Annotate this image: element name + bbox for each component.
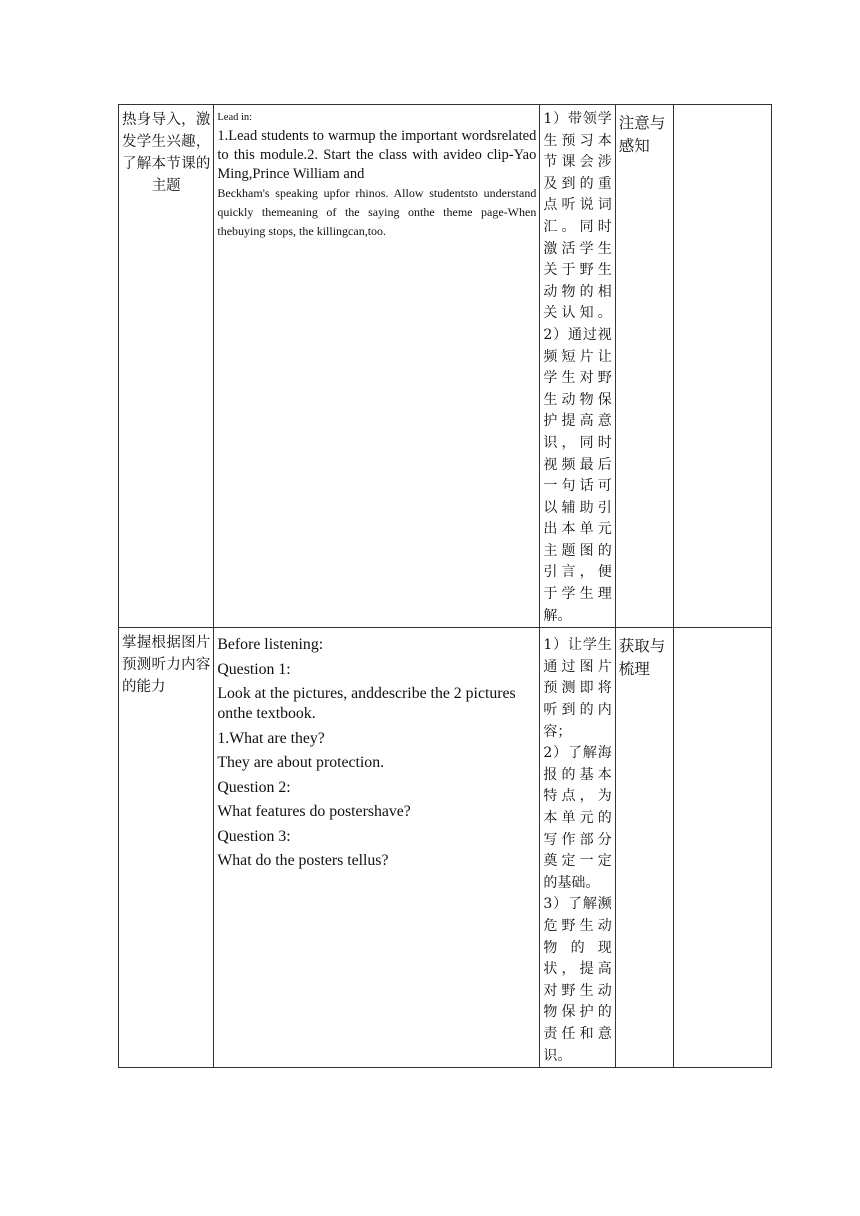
goal-cell bbox=[119, 628, 214, 1068]
notes-cell bbox=[674, 105, 772, 628]
mode-text: 注意与感知 bbox=[618, 114, 666, 155]
mode-cell bbox=[615, 105, 674, 628]
step-text: Look at the pictures, anddescribe the 2 pictures onthe textbook. bbox=[217, 685, 516, 723]
notes-cell bbox=[674, 628, 772, 1068]
step-text: What do the posters tellus? bbox=[217, 852, 389, 870]
lesson-plan-table bbox=[118, 104, 772, 1068]
purpose-item: 1）让学生通过图片预测即将听到的内容； bbox=[543, 637, 612, 740]
table-row bbox=[119, 628, 772, 1068]
lead-label: Lead in: bbox=[217, 112, 253, 123]
step-text: What features do postershave? bbox=[217, 803, 411, 821]
goal-text: 掌握根据图片预测听力内容的能力 bbox=[122, 635, 211, 696]
lead-text-main: 1.Lead students to warmup the important wordsrelated to this module.2. Start the class with avideo clip-Yao Ming,Prince William and bbox=[217, 128, 537, 182]
goal-text: 热身导入，激发学生兴趣，了解本节课的主题 bbox=[122, 112, 211, 194]
activity-cell bbox=[214, 628, 540, 1068]
goal-cell bbox=[119, 105, 214, 628]
step-text: 1.What are they? bbox=[217, 729, 325, 747]
step-text: They are about protection. bbox=[217, 754, 385, 772]
lead-text-fine: Beckham's speaking upfor rhinos. Allow studentsto understand quickly themeaning of the saying onthe theme page-When thebuying stops, the killingcan,too. bbox=[217, 186, 537, 238]
purpose-cell bbox=[540, 628, 615, 1068]
table-row bbox=[119, 105, 772, 628]
purpose-cell bbox=[540, 105, 615, 628]
purpose-item: 3）了解濒危野生动物的现状，提高对野生动物保护的责任和意识。 bbox=[543, 896, 612, 1064]
step-text: Before listening: bbox=[217, 636, 324, 654]
purpose-text: 1）带领学生预习本节课会涉及到的重点听说词汇。同时激活学生关于野生动物的相关认知。2）通过视频短片让学生对野生动物保护提高意识，同时视频最后一句话可以辅助引出本单元主题图的引言，便于学生理解。 bbox=[543, 111, 612, 624]
step-text: Question 2: bbox=[217, 778, 291, 796]
mode-text: 获取与梳理 bbox=[618, 637, 666, 679]
step-text: Question 1: bbox=[217, 660, 291, 678]
step-text: Question 3: bbox=[217, 827, 291, 845]
activity-cell bbox=[214, 105, 540, 628]
mode-cell bbox=[615, 628, 674, 1068]
purpose-item: 2）了解海报的基本特点，为本单元的写作部分奠定一定的基础。 bbox=[543, 745, 612, 891]
